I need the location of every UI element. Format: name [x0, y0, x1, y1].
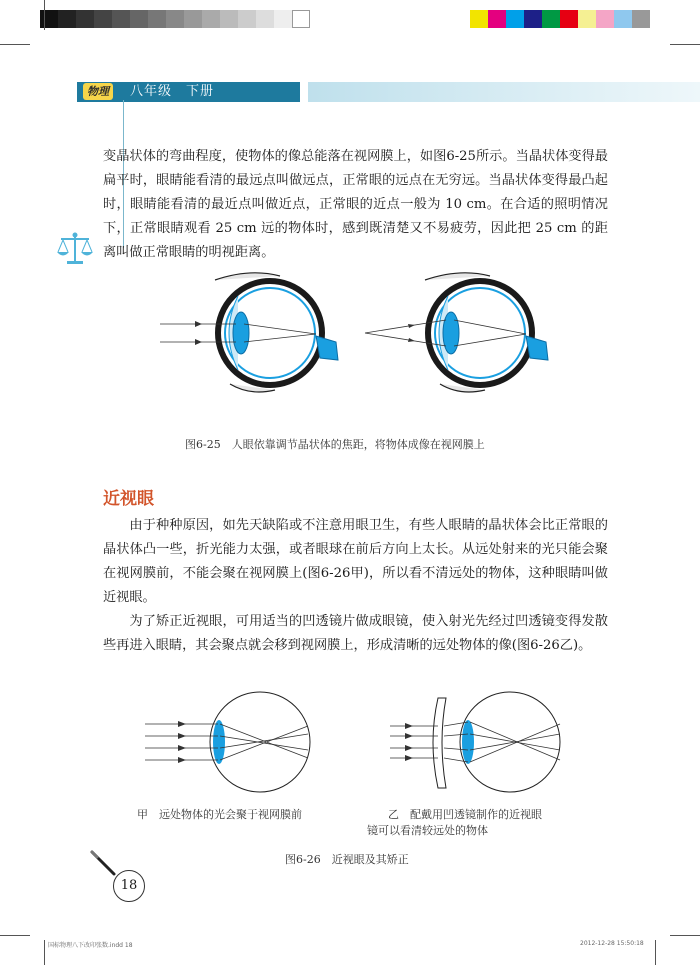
- balance-scale-icon: [55, 232, 95, 268]
- intro-paragraph: 变晶状体的弯曲程度，使物体的像总能落在视网膜上，如图6-25所示。当晶状体变得最扁平时，眼睛能看清的最远点叫做远点，正常眼的远点在无穷远。当晶状体变得最凸起时，眼睛能看清的最近点叫做近点，正常眼的近点一般为 10 cm。在合适的照明情况下，正常眼睛观看 25 cm 远的物体时，感到既清楚又不易疲劳，因此把 25 cm 的距离叫做正常眼睛的明视距离。: [103, 149, 608, 260]
- crop-mark: [0, 935, 30, 936]
- color-swatch: [578, 10, 596, 28]
- page-number: 18: [113, 870, 145, 902]
- section-paragraph-1: 由于种种原因，如先天缺陷或不注意用眼卫生，有些人眼睛的晶状体会比正常眼的晶状体凸一些，折光能力太强，或者眼球在前后方向上太长。从远处射来的光只能会聚在视网膜前，不能会聚在视网膜上(图6-26甲)，所以看不清远处的物体，这种眼睛叫做近视眼。: [103, 518, 608, 605]
- figure-6-25-diagram: [150, 268, 560, 418]
- crop-mark: [670, 935, 700, 936]
- color-swatch: [470, 10, 488, 28]
- footer-file-name: 国标物理八下改印张数.indd 18: [48, 942, 133, 949]
- color-swatch: [560, 10, 578, 28]
- color-swatch: [632, 10, 650, 28]
- header-gradient: [308, 82, 700, 102]
- color-swatch: [506, 10, 524, 28]
- grade-label: 八年级 下册: [130, 84, 215, 99]
- color-registration-bar: [470, 10, 650, 28]
- color-swatch: [488, 10, 506, 28]
- crop-mark: [0, 44, 30, 45]
- color-swatch: [524, 10, 542, 28]
- section-title: 近视眼: [103, 489, 154, 509]
- crop-mark: [44, 0, 45, 30]
- color-swatch: [542, 10, 560, 28]
- color-swatch: [614, 10, 632, 28]
- subject-badge: 物理: [83, 83, 113, 100]
- figure-6-26-sub-b-caption-line2: 镜可以看清较远处的物体: [367, 824, 488, 837]
- section-paragraph-2: 为了矫正近视眼，可用适当的凹透镜片做成眼镜，使入射光先经过凹透镜变得发散些再进入眼睛，其会聚点就会移到视网膜上，形成清晰的远处物体的像(图6-26乙)。: [103, 614, 608, 653]
- footer-timestamp: 2012-12-28 15:50:18: [580, 940, 644, 947]
- figure-6-26-sub-b-caption-line1: 乙 配戴用凹透镜制作的近视眼: [388, 808, 542, 821]
- crop-mark: [44, 940, 45, 965]
- figure-6-25-caption: 图6-25 人眼依靠调节晶状体的焦距，将物体成像在视网膜上: [185, 438, 485, 451]
- figure-6-26-caption: 图6-26 近视眼及其矫正: [285, 853, 409, 866]
- pencil-icon: [88, 848, 120, 880]
- color-swatch: [596, 10, 614, 28]
- crop-mark: [670, 44, 700, 45]
- crop-mark: [655, 940, 656, 965]
- grayscale-registration-bar: [40, 10, 310, 28]
- figure-6-26-sub-a-caption: 甲 远处物体的光会聚于视网膜前: [137, 808, 302, 821]
- figure-6-26-diagram: [140, 690, 600, 800]
